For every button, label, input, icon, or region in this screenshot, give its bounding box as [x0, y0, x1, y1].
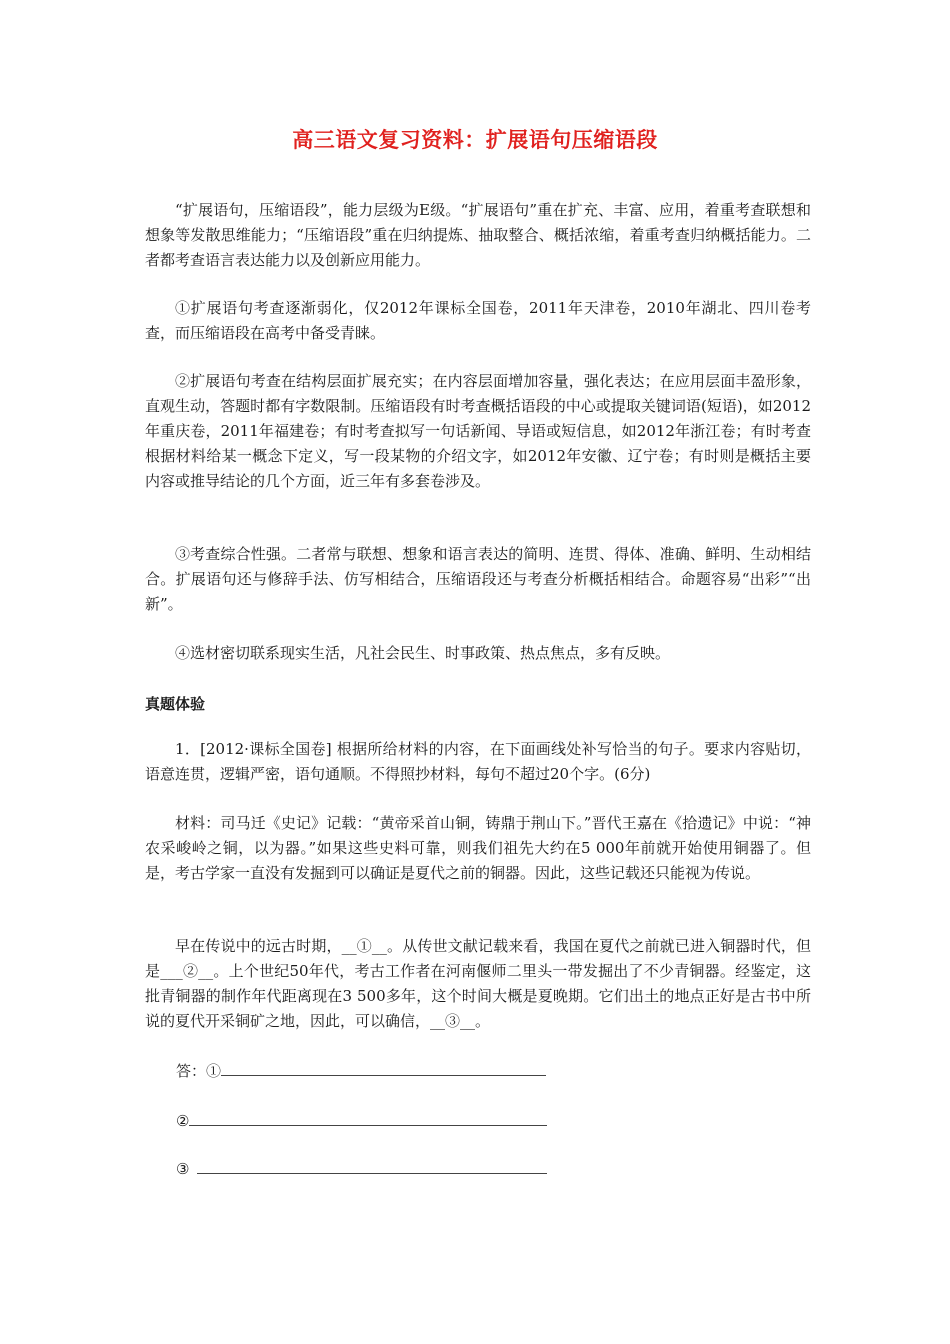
- answer-label: 答：: [176, 1062, 207, 1080]
- point-4: ④选材密切联系现实生活，凡社会民生、时事政策、热点焦点，多有反映。: [175, 644, 671, 662]
- answer-mark-3: ③: [176, 1160, 190, 1178]
- question-text: 1．[2012·课标全国卷] 根据所给材料的内容，在下面画线处补写恰当的句子。要求内容贴切，语意连贯，逻辑严密，语句通顺。不得照抄材料，每句不超过20个字。(6分): [145, 740, 811, 783]
- answer-row-3: [176, 1157, 547, 1182]
- page-title: 高三语文复习资料：扩展语句压缩语段: [292, 128, 658, 152]
- answer-mark-1: ①: [206, 1062, 222, 1080]
- answer-row-2: [176, 1109, 547, 1134]
- answer-blank-1[interactable]: [221, 1059, 546, 1076]
- answer-blank-3[interactable]: [197, 1157, 547, 1174]
- point-1: ①扩展语句考查逐渐弱化，仅2012年课标全国卷，2011年天津卷，2010年湖北、四川卷考查，而压缩语段在高考中备受青睐。: [145, 299, 811, 342]
- intro-paragraph: “扩展语句，压缩语段”，能力层级为E级。“扩展语句”重在扩充、丰富、应用，着重考查联想和想象等发散思维能力；“压缩语段”重在归纳提炼、抽取整合、概括浓缩，着重考查归纳概括能力。二者都考查语言表达能力以及创新应用能力。: [145, 201, 811, 269]
- answer-blank-2[interactable]: [189, 1109, 547, 1126]
- answer-mark-2: ②: [176, 1112, 190, 1130]
- passage-text: 早在传说中的远古时期，__①__。从传世文献记载来看，我国在夏代之前就已进入铜器时代，但是___②__。上个世纪50年代，考古工作者在河南偃师二里头一带发掘出了不少青铜器。经鉴定，这批青铜器的制作年代距离现在3 500多年，这个时间大概是夏晚期。它们出土的地点正好是古书中所说的夏代开采铜矿之地，因此，可以确信，__③__。: [145, 937, 811, 1030]
- material-text: 材料：司马迁《史记》记载：“黄帝采首山铜，铸鼎于荆山下。”晋代王嘉在《拾遗记》中说：“神农采峻岭之铜，以为器。”如果这些史料可靠，则我们祖先大约在5 000年前就开始使用铜器了。但是，考古学家一直没有发掘到可以确证是夏代之前的铜器。因此，这些记载还只能视为传说。: [145, 814, 811, 882]
- point-2: ②扩展语句考查在结构层面扩展充实；在内容层面增加容量，强化表达；在应用层面丰盈形象，直观生动，答题时都有字数限制。压缩语段有时考查概括语段的中心或提取关键词语(短语)，如2012年重庆卷，2011年福建卷；有时考查拟写一句话新闻、导语或短信息，如2012年浙江卷；有时考查根据材料给某一概念下定义，写一段某物的介绍文字，如2012年安徽、辽宁卷；有时则是概括主要内容或推导结论的几个方面，近三年有多套卷涉及。: [145, 372, 811, 490]
- section-title: 真题体验: [145, 695, 206, 713]
- answer-row-1: [176, 1059, 546, 1084]
- point-3: ③考查综合性强。二者常与联想、想象和语言表达的简明、连贯、得体、准确、鲜明、生动相结合。扩展语句还与修辞手法、仿写相结合，压缩语段还与考查分析概括相结合。命题容易“出彩”“出新”。: [145, 545, 811, 613]
